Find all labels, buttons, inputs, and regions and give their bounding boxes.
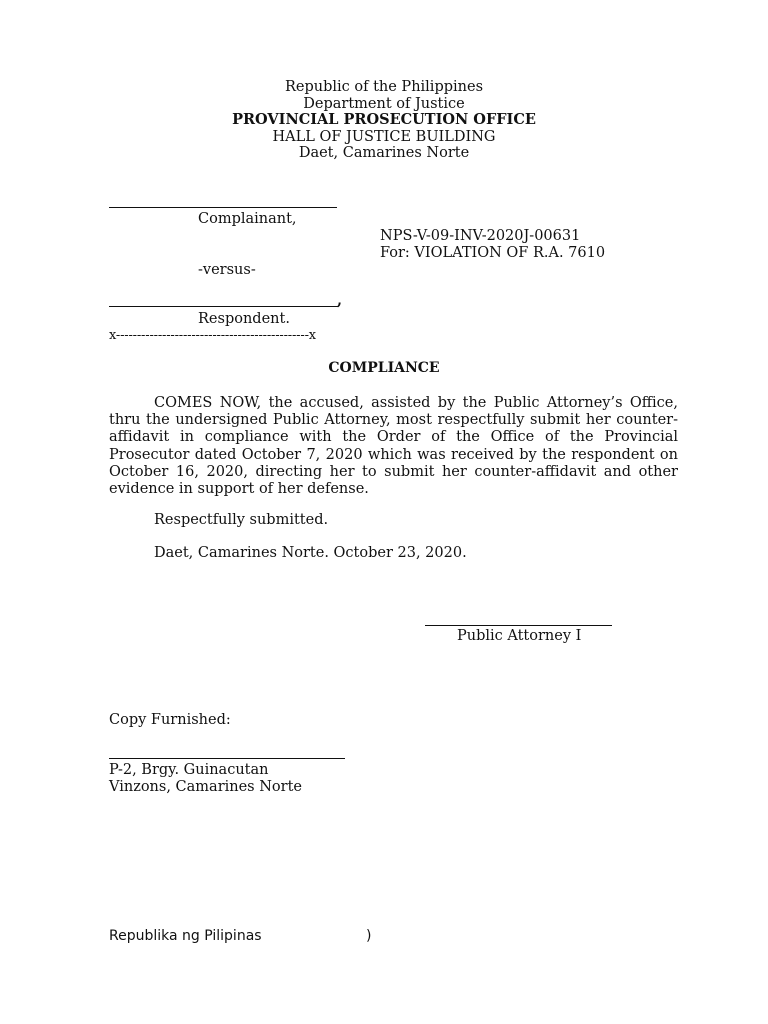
- document-title: COMPLIANCE: [328, 360, 440, 376]
- versus-label: -versus-: [198, 262, 256, 278]
- copy-address-line1: P-2, Brgy. Guinacutan: [109, 762, 269, 778]
- header-republic: Republic of the Philippines: [284, 79, 484, 95]
- document-header: [0, 79, 768, 162]
- body-paragraph: COMES NOW, the accused, assisted by the Public Attorney’s Office, thru the undersigned Public Attorney, most respectfully submit her counter-affidavit in compliance with the Order of the Office of the Provincial Prosecutor dated October 7, 2020 which was received by the respondent on October 16, 2020, directing her to submit her counter-affidavit and other evidence in support of her defense.: [109, 395, 678, 498]
- respondent-comma: ,: [337, 292, 343, 309]
- footer-bracket: ): [366, 928, 372, 944]
- respondent-label: Respondent.: [198, 311, 290, 327]
- case-for: For: VIOLATION OF R.A. 7610: [380, 245, 606, 261]
- header-office: PROVINCIAL PROSECUTION OFFICE: [232, 111, 536, 128]
- footer-republika: Republika ng Pilipinas: [109, 928, 262, 944]
- case-number: NPS-V-09-INV-2020J-00631: [380, 228, 581, 244]
- caption-separator: x----------------------------------------------x: [109, 328, 316, 343]
- place-date: Daet, Camarines Norte. October 23, 2020.: [154, 545, 467, 561]
- copy-address-line2: Vinzons, Camarines Norte: [109, 779, 302, 795]
- header-building: HALL OF JUSTICE BUILDING: [272, 128, 496, 145]
- signature-line: [425, 625, 612, 626]
- header-department: Department of Justice: [303, 95, 465, 112]
- signature-title: Public Attorney I: [457, 628, 582, 644]
- complainant-label: Complainant,: [198, 211, 297, 227]
- copy-furnished-label: Copy Furnished:: [109, 712, 231, 728]
- header-location: Daet, Camarines Norte: [298, 145, 470, 161]
- respondent-blank-line: [109, 306, 338, 307]
- copy-furnished-blank-line: [109, 758, 345, 759]
- respectfully-submitted: Respectfully submitted.: [154, 512, 329, 528]
- complainant-blank-line: [109, 207, 337, 208]
